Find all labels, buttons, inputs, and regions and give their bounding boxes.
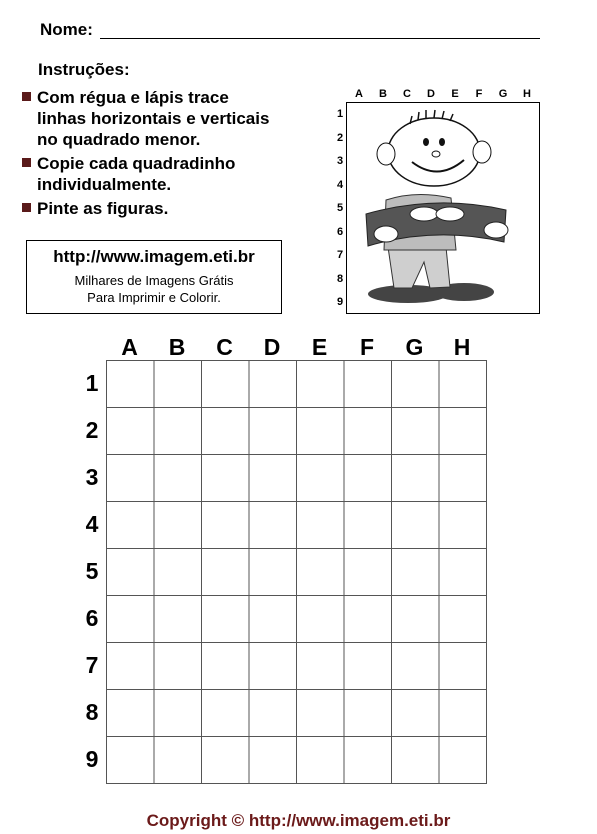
row-label: 7 — [85, 652, 99, 678]
reference-picture — [334, 88, 540, 316]
reference-column-label: C — [403, 88, 411, 100]
site-url: http://www.imagem.eti.br — [53, 247, 255, 266]
grid-cell[interactable] — [202, 455, 250, 502]
grid-cell[interactable] — [107, 455, 155, 502]
grid-cell[interactable] — [297, 643, 345, 690]
grid-cell[interactable] — [297, 502, 345, 549]
grid-cell[interactable] — [202, 361, 250, 408]
column-label: E — [311, 334, 328, 360]
grid-cell[interactable] — [202, 502, 250, 549]
reference-row-label: 7 — [336, 249, 344, 261]
reference-row-label: 2 — [336, 131, 344, 144]
reference-column-label: D — [427, 88, 435, 100]
reference-column-label: E — [451, 88, 459, 100]
column-label: C — [216, 334, 233, 360]
grid-cell[interactable] — [439, 737, 487, 784]
instruction-item — [22, 198, 168, 219]
row-label: 2 — [85, 417, 99, 443]
grid-cell[interactable] — [392, 502, 440, 549]
reference-column-label: G — [498, 88, 508, 100]
grid-cell[interactable] — [107, 408, 155, 455]
column-label: B — [168, 334, 186, 360]
grid-cell[interactable] — [154, 549, 202, 596]
grid-cell[interactable] — [297, 690, 345, 737]
right-ear — [473, 141, 491, 163]
grid-cell[interactable] — [344, 737, 392, 784]
instruction-item — [22, 153, 235, 195]
row-label: 9 — [85, 746, 99, 772]
grid-cell[interactable] — [107, 737, 155, 784]
grid-cell[interactable] — [392, 690, 440, 737]
instruction-line: Pinte as figuras. — [37, 199, 169, 218]
left-ear — [377, 143, 395, 165]
grid-cell[interactable] — [344, 690, 392, 737]
grid-cell[interactable] — [344, 596, 392, 643]
instruction-line: individualmente. — [37, 175, 172, 194]
grid-cell[interactable] — [154, 455, 202, 502]
grid-cell[interactable] — [107, 643, 155, 690]
grid-cell[interactable] — [107, 549, 155, 596]
row-label: 4 — [85, 511, 99, 537]
instruction-line: no quadrado menor. — [37, 130, 201, 149]
site-tagline: Milhares de Imagens Grátis — [74, 273, 234, 288]
grid-cell[interactable] — [439, 408, 487, 455]
column-label: G — [405, 334, 424, 360]
grid-cell[interactable] — [344, 361, 392, 408]
grid-cell[interactable] — [439, 596, 487, 643]
bullet-icon — [22, 158, 31, 167]
grid-cell[interactable] — [439, 690, 487, 737]
column-label: F — [359, 334, 375, 360]
grid-cell[interactable] — [439, 549, 487, 596]
grid-cell[interactable] — [344, 549, 392, 596]
grid-cell[interactable] — [297, 549, 345, 596]
grid-cell[interactable] — [344, 455, 392, 502]
column-label: A — [121, 334, 138, 360]
grid-cell[interactable] — [439, 455, 487, 502]
grid-cell[interactable] — [249, 455, 297, 502]
grid-cell[interactable] — [202, 408, 250, 455]
reference-row-label: 1 — [336, 108, 344, 120]
grid-cell[interactable] — [249, 643, 297, 690]
name-label: Nome: — [40, 20, 93, 39]
grid-cell[interactable] — [107, 596, 155, 643]
reference-row-label: 4 — [336, 178, 344, 191]
grid-cell[interactable] — [249, 502, 297, 549]
cartoon-boy-illustration — [346, 102, 540, 314]
grid-cell[interactable] — [344, 643, 392, 690]
grid-cell[interactable] — [202, 690, 250, 737]
grid-cell[interactable] — [249, 737, 297, 784]
grid-cell[interactable] — [107, 502, 155, 549]
site-info-box — [26, 240, 282, 314]
grid-cell[interactable] — [202, 549, 250, 596]
grid-cell[interactable] — [154, 596, 202, 643]
grid-cell[interactable] — [249, 549, 297, 596]
center-hand-2 — [436, 207, 464, 221]
grid-cell[interactable] — [392, 455, 440, 502]
grid-cell[interactable] — [392, 737, 440, 784]
column-label: H — [453, 334, 471, 360]
grid-cell[interactable] — [344, 408, 392, 455]
bullet-icon — [22, 92, 31, 101]
reference-row-label: 8 — [336, 272, 344, 285]
row-label: 1 — [85, 370, 99, 396]
grid-cell[interactable] — [392, 408, 440, 455]
reference-row-label: 9 — [336, 296, 344, 308]
right-hand — [484, 222, 508, 238]
bullet-icon — [22, 203, 31, 212]
grid-cell[interactable] — [392, 361, 440, 408]
grid-cell[interactable] — [392, 549, 440, 596]
row-label: 6 — [85, 605, 99, 631]
site-tagline-2: Para Imprimir e Colorir. — [87, 290, 221, 305]
right-eye — [439, 138, 445, 146]
reference-column-label: A — [355, 88, 363, 100]
grid-cell[interactable] — [297, 596, 345, 643]
grid-cell[interactable] — [392, 643, 440, 690]
instruction-line: Com régua e lápis trace — [37, 88, 229, 107]
reference-column-label: H — [523, 88, 531, 100]
row-label: 3 — [85, 464, 99, 490]
reference-row-label: 3 — [336, 155, 344, 167]
row-label: 5 — [85, 558, 99, 584]
reference-row-label: 5 — [336, 202, 344, 214]
grid-cell[interactable] — [392, 596, 440, 643]
grid-cell[interactable] — [249, 596, 297, 643]
instruction-line: linhas horizontais e verticais — [37, 109, 270, 128]
grid-cell[interactable] — [202, 643, 250, 690]
reference-row-label: 6 — [336, 225, 344, 238]
grid-cell[interactable] — [249, 408, 297, 455]
grid-cell[interactable] — [154, 361, 202, 408]
grid-cell[interactable] — [154, 408, 202, 455]
grid-cell[interactable] — [344, 502, 392, 549]
reference-column-label: B — [379, 88, 387, 100]
column-label: D — [263, 334, 281, 360]
nose — [432, 151, 440, 157]
grid-cell[interactable] — [297, 408, 345, 455]
grid-cell[interactable] — [107, 690, 155, 737]
instruction-line: Copie cada quadradinho — [37, 154, 236, 173]
drawing-grid[interactable] — [106, 360, 488, 784]
grid-cell[interactable] — [154, 737, 202, 784]
grid-cell[interactable] — [297, 455, 345, 502]
row-label: 8 — [85, 699, 99, 725]
center-hand — [410, 207, 438, 221]
instructions-title: Instruções: — [38, 60, 130, 79]
grid-cell[interactable] — [249, 361, 297, 408]
grid-cell[interactable] — [439, 643, 487, 690]
grid-cell[interactable] — [297, 361, 345, 408]
grid-cell[interactable] — [439, 502, 487, 549]
reference-column-label: F — [475, 88, 483, 100]
grid-cell[interactable] — [249, 690, 297, 737]
copyright-text: Copyright © http://www.imagem.eti.br — [146, 811, 451, 830]
left-hand — [374, 226, 398, 242]
name-field-line[interactable] — [100, 38, 540, 39]
grid-cell[interactable] — [202, 596, 250, 643]
grid-cell[interactable] — [107, 361, 155, 408]
grid-cell[interactable] — [154, 643, 202, 690]
left-eye — [423, 138, 429, 146]
grid-cell[interactable] — [297, 737, 345, 784]
grid-cell[interactable] — [202, 737, 250, 784]
grid-cell[interactable] — [439, 361, 487, 408]
grid-cell[interactable] — [154, 690, 202, 737]
grid-cell[interactable] — [154, 502, 202, 549]
instruction-item — [22, 87, 269, 150]
